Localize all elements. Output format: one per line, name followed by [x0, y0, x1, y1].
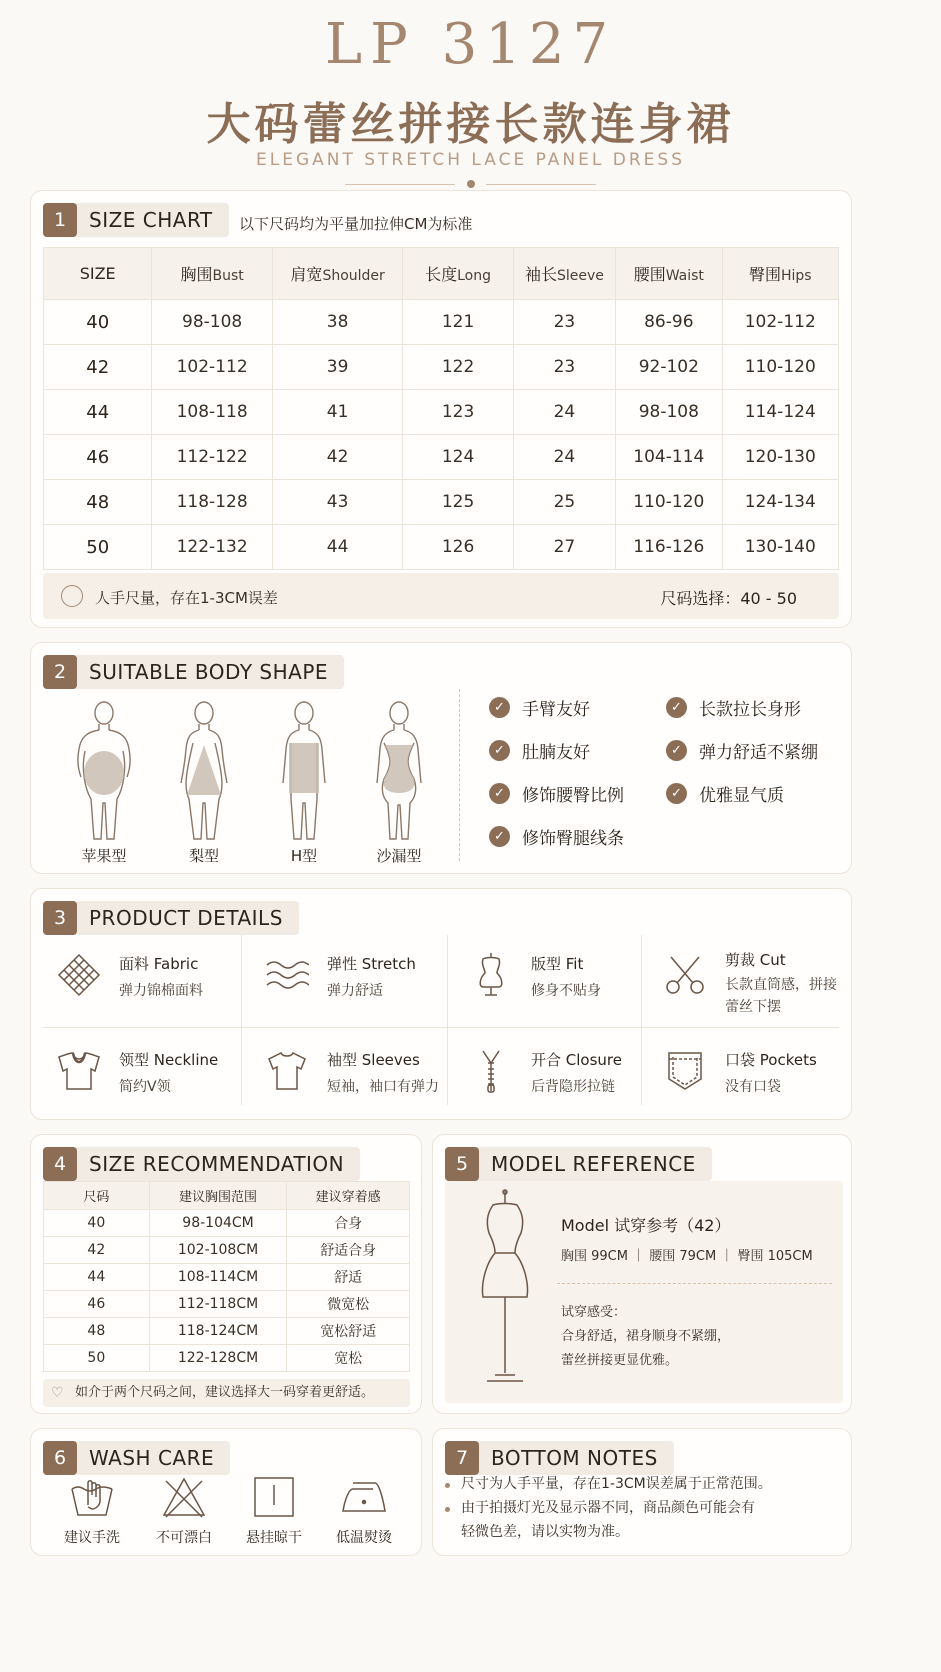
section-title: SIZE RECOMMENDATION	[89, 1152, 345, 1176]
size-chart-footer	[43, 573, 839, 619]
bullet	[445, 1507, 450, 1512]
table-cell: 42	[44, 345, 152, 390]
table-cell: 130-140	[722, 525, 838, 570]
size-chart-table	[43, 247, 839, 570]
table-cell: 42	[272, 435, 402, 480]
tshirt-icon	[265, 1049, 309, 1093]
section-title: PRODUCT DETAILS	[89, 906, 283, 930]
table-cell: 92-102	[616, 345, 722, 390]
figure-label: 沙漏型	[376, 847, 422, 865]
table-cell: 98-108	[616, 390, 722, 435]
table-cell: 122	[403, 345, 513, 390]
section-header	[43, 203, 229, 237]
note-line: 尺寸为人手平量，存在1-3CM误差属于正常范围。	[461, 1476, 772, 1492]
table-cell: 122-132	[152, 525, 272, 570]
table-cell: 46	[44, 1291, 150, 1318]
table-cell: 宽松舒适	[287, 1318, 410, 1345]
wash-item: 悬挂晾干	[229, 1475, 319, 1547]
table-cell: 123	[403, 390, 513, 435]
bottom-notes-section	[432, 1428, 852, 1556]
page-header	[0, 0, 941, 200]
table-cell: 118-128	[152, 480, 272, 525]
model-name: Model 试穿参考（42）	[561, 1216, 731, 1235]
recommendation-table	[43, 1181, 410, 1372]
model-box	[445, 1181, 843, 1403]
size-recommendation-section	[30, 1134, 422, 1414]
detail-closure: 开合 Closure 后背隐形拉链	[455, 1027, 655, 1123]
table-cell: 108-114CM	[149, 1264, 287, 1291]
table-cell: 44	[44, 1264, 150, 1291]
table-row	[44, 1210, 410, 1237]
table-cell: 39	[272, 345, 402, 390]
table-cell: 舒适	[287, 1264, 410, 1291]
table-cell: 124	[403, 435, 513, 480]
table-cell: 102-108CM	[149, 1237, 287, 1264]
detail-fabric: 面料 Fabric 弹力锦棉面料	[43, 931, 243, 1027]
table-cell: 98-104CM	[149, 1210, 287, 1237]
h-shape-figure-icon	[269, 699, 339, 849]
section-number: 1	[43, 203, 77, 237]
table-row	[44, 525, 839, 570]
benefit-item: ✓ 长款拉长身形	[666, 695, 801, 720]
tape-measure-icon	[61, 585, 83, 607]
benefit-item: ✓ 手臂友好	[489, 695, 590, 720]
table-cell: 124-134	[722, 480, 838, 525]
benefit-item: ✓ 弹力舒适不紧绷	[666, 738, 818, 763]
section-header	[43, 1441, 230, 1475]
pocket-icon	[663, 1049, 707, 1093]
table-cell: 50	[44, 525, 152, 570]
table-cell: 112-118CM	[149, 1291, 287, 1318]
size-chart-column-header: 袖长Sleeve	[513, 248, 615, 300]
detail-sleeves: 袖型 Sleeves 短袖，袖口有弹力	[251, 1027, 451, 1123]
table-cell: 40	[44, 1210, 150, 1237]
divider	[459, 689, 460, 861]
table-row	[44, 300, 839, 345]
table-cell: 48	[44, 480, 152, 525]
detail-stretch: 弹性 Stretch 弹力舒适	[251, 931, 451, 1027]
product-title: 大码蕾丝拼接长款连身裙	[206, 99, 735, 150]
table-cell: 50	[44, 1345, 150, 1372]
detail-pockets: 口袋 Pockets 没有口袋	[649, 1027, 849, 1123]
heart-icon: ♡	[51, 1385, 64, 1401]
divider	[557, 1283, 832, 1284]
table-cell: 116-126	[616, 525, 722, 570]
recommendation-column-header: 建议胸围范围	[149, 1182, 287, 1210]
table-row	[44, 345, 839, 390]
note-line: 由于拍摄灯光及显示器不同，商品颜色可能会有	[461, 1500, 755, 1516]
table-row	[44, 1345, 410, 1372]
check-icon: ✓	[489, 783, 510, 804]
size-chart-note: 以下尺码均为平量加拉伸CM为标准	[239, 215, 473, 233]
detail-cut: 剪裁 Cut 长款直筒感，拼接蕾丝下摆	[649, 931, 849, 1027]
divider	[486, 184, 596, 185]
neckline-icon	[57, 1049, 101, 1093]
wash-item: 低温熨烫	[319, 1475, 409, 1547]
section-title: SUITABLE BODY SHAPE	[89, 660, 329, 684]
divider-dot	[467, 180, 475, 188]
low-iron-icon	[339, 1475, 389, 1519]
wash-care-section	[30, 1428, 422, 1556]
table-cell: 120-130	[722, 435, 838, 480]
fabric-icon	[57, 953, 101, 997]
scissors-icon	[663, 953, 707, 997]
size-chart-column-header: 臀围Hips	[722, 248, 838, 300]
body-shape-section	[30, 642, 852, 874]
section-number: 5	[445, 1147, 479, 1181]
product-code: LP 3127	[324, 12, 617, 77]
table-cell: 40	[44, 300, 152, 345]
detail-neckline: 领型 Neckline 简约V领	[43, 1027, 243, 1123]
pear-shape-figure-icon	[169, 699, 239, 849]
section-header	[43, 901, 299, 935]
section-title: MODEL REFERENCE	[491, 1152, 696, 1176]
table-cell: 86-96	[616, 300, 722, 345]
check-icon: ✓	[489, 697, 510, 718]
table-row	[44, 1291, 410, 1318]
table-cell: 23	[513, 345, 615, 390]
table-cell: 44	[272, 525, 402, 570]
benefit-item: ✓ 优雅显气质	[666, 781, 784, 806]
section-number: 4	[43, 1147, 77, 1181]
check-icon: ✓	[666, 740, 687, 761]
table-cell: 43	[272, 480, 402, 525]
size-chart-section	[30, 190, 852, 628]
table-cell: 宽松	[287, 1345, 410, 1372]
table-cell: 41	[272, 390, 402, 435]
benefit-item: ✓ 修饰腰臀比例	[489, 781, 624, 806]
divider	[345, 184, 455, 185]
table-cell: 110-120	[616, 480, 722, 525]
wash-item: 建议手洗	[47, 1475, 137, 1547]
check-icon: ✓	[666, 697, 687, 718]
section-number: 2	[43, 655, 77, 689]
no-bleach-icon	[162, 1475, 206, 1519]
table-row	[44, 480, 839, 525]
table-cell: 108-118	[152, 390, 272, 435]
dress-form-icon	[469, 953, 513, 997]
bullet	[445, 1483, 450, 1488]
table-row	[44, 1318, 410, 1345]
section-header	[445, 1147, 712, 1181]
size-chart-column-header: 长度Long	[403, 248, 513, 300]
hourglass-shape-figure-icon	[364, 699, 434, 849]
table-row	[44, 1264, 410, 1291]
detail-fit: 版型 Fit 修身不贴身	[455, 931, 655, 1027]
size-chart-column-header: 腰围Waist	[616, 248, 722, 300]
table-row	[44, 435, 839, 480]
hang-dry-icon	[252, 1475, 296, 1519]
wash-item: 不可漂白	[139, 1475, 229, 1547]
benefit-item: ✓ 修饰臀腿线条	[489, 824, 624, 849]
recommendation-column-header: 建议穿着感	[287, 1182, 410, 1210]
table-cell: 合身	[287, 1210, 410, 1237]
check-icon: ✓	[489, 740, 510, 761]
table-cell: 46	[44, 435, 152, 480]
hand-wash-icon	[70, 1475, 114, 1519]
table-row	[44, 390, 839, 435]
table-row	[44, 1237, 410, 1264]
table-cell: 126	[403, 525, 513, 570]
table-cell: 48	[44, 1318, 150, 1345]
section-number: 3	[43, 901, 77, 935]
section-title: WASH CARE	[89, 1446, 215, 1470]
section-header	[445, 1441, 674, 1475]
figure-label: 苹果型	[81, 847, 127, 865]
section-title: BOTTOM NOTES	[491, 1446, 658, 1470]
table-cell: 微宽松	[287, 1291, 410, 1318]
table-cell: 102-112	[152, 345, 272, 390]
table-cell: 121	[403, 300, 513, 345]
measurement-note: 人手尺量，存在1-3CM误差	[95, 589, 278, 607]
stretch-icon	[265, 953, 309, 997]
size-range: 尺码选择：40 - 50	[660, 589, 797, 608]
section-header	[43, 655, 344, 689]
mannequin-icon	[465, 1189, 545, 1385]
recommendation-column-header: 尺码	[44, 1182, 150, 1210]
model-reference-section	[432, 1134, 852, 1414]
figure-label: 梨型	[188, 847, 219, 865]
table-cell: 110-120	[722, 345, 838, 390]
table-cell: 25	[513, 480, 615, 525]
note-line: 轻微色差，请以实物为准。	[461, 1524, 629, 1540]
table-cell: 118-124CM	[149, 1318, 287, 1345]
check-icon: ✓	[666, 783, 687, 804]
table-cell: 102-112	[722, 300, 838, 345]
model-feedback: 试穿感受： 合身舒适，裙身顺身不紧绷， 蕾丝拼接更显优雅。	[561, 1305, 731, 1368]
size-chart-column-header: 胸围Bust	[152, 248, 272, 300]
product-subtitle: ELEGANT STRETCH LACE PANEL DRESS	[256, 150, 685, 170]
table-cell: 27	[513, 525, 615, 570]
section-number: 7	[445, 1441, 479, 1475]
table-cell: 125	[403, 480, 513, 525]
table-cell: 38	[272, 300, 402, 345]
size-chart-column-header: 肩宽Shoulder	[272, 248, 402, 300]
table-cell: 44	[44, 390, 152, 435]
check-icon: ✓	[489, 826, 510, 847]
table-cell: 舒适合身	[287, 1237, 410, 1264]
recommendation-footer: ♡ 如介于两个尺码之间，建议选择大一码穿着更舒适。	[43, 1379, 410, 1407]
section-header	[43, 1147, 360, 1181]
table-cell: 24	[513, 435, 615, 480]
table-cell: 104-114	[616, 435, 722, 480]
section-number: 6	[43, 1441, 77, 1475]
table-cell: 112-122	[152, 435, 272, 480]
model-measurements: 胸围 99CM ｜ 腰围 79CM ｜ 臀围 105CM	[561, 1249, 813, 1264]
apple-shape-figure-icon	[69, 699, 139, 849]
section-title: SIZE CHART	[89, 208, 213, 232]
table-cell: 23	[513, 300, 615, 345]
figure-label: H型	[290, 847, 318, 865]
product-details-section	[30, 888, 852, 1120]
table-cell: 114-124	[722, 390, 838, 435]
zipper-icon	[469, 1049, 513, 1093]
size-chart-column-header: SIZE	[44, 248, 152, 300]
table-cell: 42	[44, 1237, 150, 1264]
table-cell: 122-128CM	[149, 1345, 287, 1372]
benefit-item: ✓ 肚腩友好	[489, 738, 590, 763]
table-cell: 98-108	[152, 300, 272, 345]
table-cell: 24	[513, 390, 615, 435]
